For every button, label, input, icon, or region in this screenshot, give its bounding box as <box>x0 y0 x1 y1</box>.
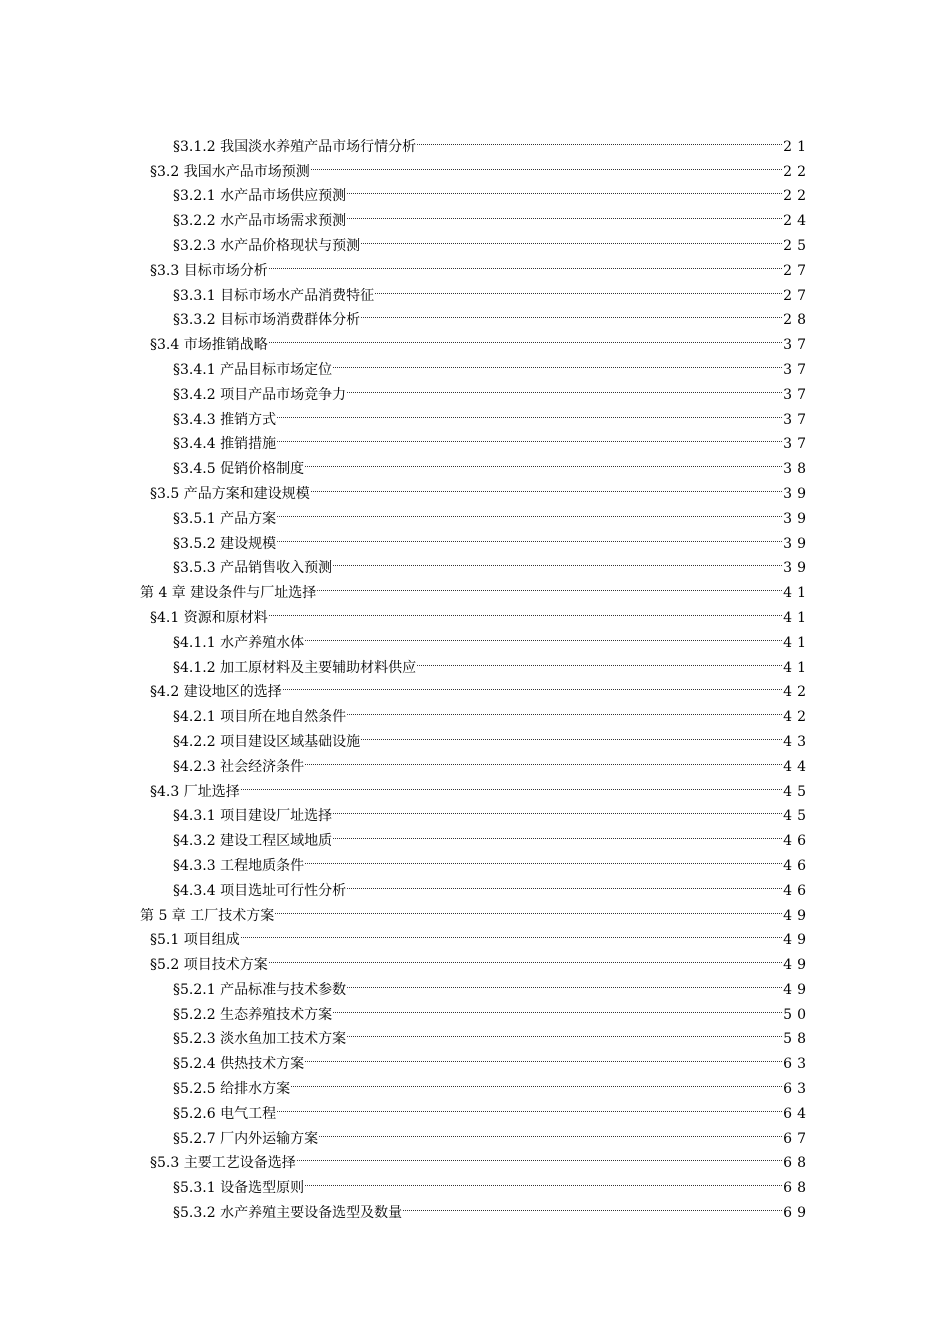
toc-entry[interactable] <box>140 944 811 974</box>
toc-entry-title: §4.1 资源和原材料 <box>150 609 268 626</box>
toc-entry-title: 第 5 章 工厂技术方案 <box>140 907 275 924</box>
toc-entry-title: §3.2.3 水产品价格现状与预测 <box>173 237 361 254</box>
toc-entry-page-number: 63 <box>783 1081 811 1098</box>
toc-entry-title: §5.2.4 供热技术方案 <box>173 1056 305 1073</box>
toc-dot-leader <box>277 523 782 548</box>
toc-entry-title: §4.3.1 项目建设厂址选择 <box>173 808 333 825</box>
toc-entry-page-number: 37 <box>783 361 811 378</box>
toc-entry-title: §4.3 厂址选择 <box>150 783 240 800</box>
toc-dot-leader <box>291 1068 782 1093</box>
toc-entry-page-number: 42 <box>783 709 811 726</box>
toc-dot-leader <box>241 771 782 796</box>
toc-entry-title: §5.2.1 产品标准与技术参数 <box>173 981 347 998</box>
toc-entry-title: §4.1.2 加工原材料及主要辅助材料供应 <box>173 659 417 676</box>
toc-entry-page-number: 41 <box>783 585 811 602</box>
toc-entry-title: §4.2.3 社会经济条件 <box>173 758 305 775</box>
toc-entry-page-number: 39 <box>783 510 811 527</box>
toc-dot-leader <box>305 1043 782 1068</box>
toc-dot-leader <box>375 275 782 300</box>
toc-entry-page-number: 21 <box>783 138 811 155</box>
toc-dot-leader <box>347 374 782 399</box>
toc-entry-page-number: 50 <box>783 1006 811 1023</box>
toc-entry-title: §3.4 市场推销战略 <box>150 337 268 354</box>
toc-entry-title: §5.2.7 厂内外运输方案 <box>173 1130 319 1147</box>
table-of-contents <box>140 126 811 1222</box>
toc-entry-title: §3.5.3 产品销售收入预测 <box>173 560 333 577</box>
toc-entry-page-number: 37 <box>783 436 811 453</box>
toc-entry-page-number: 43 <box>783 733 811 750</box>
toc-dot-leader <box>347 200 782 225</box>
toc-entry-page-number: 45 <box>783 808 811 825</box>
toc-entry-page-number: 37 <box>783 411 811 428</box>
toc-entry-title: §3.3.2 目标市场消费群体分析 <box>173 312 361 329</box>
toc-dot-leader <box>347 696 782 721</box>
toc-dot-leader <box>417 647 782 672</box>
toc-dot-leader <box>305 746 782 771</box>
toc-dot-leader <box>277 424 782 449</box>
toc-entry-page-number: 22 <box>783 188 811 205</box>
toc-entry-page-number: 46 <box>783 857 811 874</box>
toc-dot-leader <box>277 498 782 523</box>
toc-entry-title: §4.1.1 水产养殖水体 <box>173 634 305 651</box>
toc-entry-title: §5.2.5 给排水方案 <box>173 1081 291 1098</box>
toc-entry-page-number: 69 <box>783 1205 811 1222</box>
toc-entry-page-number: 49 <box>783 981 811 998</box>
toc-entry-title: §3.5.1 产品方案 <box>173 510 277 527</box>
toc-dot-leader <box>305 448 782 473</box>
toc-entry-page-number: 38 <box>783 461 811 478</box>
toc-entry-title: §5.2.2 生态养殖技术方案 <box>173 1006 333 1023</box>
toc-entry-page-number: 42 <box>783 684 811 701</box>
toc-entry-page-number: 49 <box>783 907 811 924</box>
toc-entry-page-number: 37 <box>783 386 811 403</box>
toc-entry-page-number: 58 <box>783 1031 811 1048</box>
toc-dot-leader <box>305 622 782 647</box>
toc-entry-title: 第 4 章 建设条件与厂址选择 <box>140 585 317 602</box>
toc-entry-title: §3.2.1 水产品市场供应预测 <box>173 188 347 205</box>
toc-entry-page-number: 24 <box>783 213 811 230</box>
toc-dot-leader <box>333 548 782 573</box>
toc-entry-title: §3.2 我国水产品市场预测 <box>150 163 310 180</box>
toc-entry-title: §3.4.5 促销价格制度 <box>173 461 305 478</box>
toc-dot-leader <box>269 597 782 622</box>
toc-entry-page-number: 46 <box>783 833 811 850</box>
toc-entry-page-number: 41 <box>783 659 811 676</box>
toc-entry-page-number: 68 <box>783 1155 811 1172</box>
toc-dot-leader <box>361 721 782 746</box>
toc-entry-page-number: 49 <box>783 932 811 949</box>
toc-entry-title: §3.5.2 建设规模 <box>173 535 277 552</box>
toc-entry-page-number: 39 <box>783 535 811 552</box>
toc-entry-page-number: 46 <box>783 882 811 899</box>
toc-dot-leader <box>319 1118 782 1143</box>
toc-entry-page-number: 45 <box>783 783 811 800</box>
toc-entry-title: §4.2.2 项目建设区域基础设施 <box>173 733 361 750</box>
toc-dot-leader <box>403 1192 782 1217</box>
toc-dot-leader <box>347 176 782 201</box>
toc-dot-leader <box>361 225 782 250</box>
toc-entry-title: §4.2.1 项目所在地自然条件 <box>173 709 347 726</box>
toc-entry-title: §5.2.6 电气工程 <box>173 1105 277 1122</box>
toc-entry-title: §5.3.2 水产养殖主要设备选型及数量 <box>173 1205 403 1222</box>
toc-entry[interactable] <box>140 126 811 155</box>
toc-dot-leader <box>269 250 782 275</box>
toc-dot-leader <box>333 796 782 821</box>
toc-dot-leader <box>311 473 782 498</box>
toc-entry-title: §3.1.2 我国淡水养殖产品市场行情分析 <box>173 138 417 155</box>
toc-entry-page-number: 44 <box>783 758 811 775</box>
toc-dot-leader <box>269 944 782 969</box>
toc-entry-title: §3.4.2 项目产品市场竞争力 <box>173 386 347 403</box>
toc-entry-page-number: 39 <box>783 560 811 577</box>
toc-entry-page-number: 67 <box>783 1130 811 1147</box>
toc-entry-title: §3.4.3 推销方式 <box>173 411 277 428</box>
toc-dot-leader <box>317 572 782 597</box>
toc-entry-title: §3.3.1 目标市场水产品消费特征 <box>173 287 375 304</box>
toc-entry-title: §3.2.2 水产品市场需求预测 <box>173 213 347 230</box>
toc-entry-page-number: 27 <box>783 287 811 304</box>
toc-entry-page-number: 25 <box>783 237 811 254</box>
toc-entry-page-number: 64 <box>783 1105 811 1122</box>
toc-entry[interactable] <box>140 920 811 949</box>
toc-entry-page-number: 39 <box>783 485 811 502</box>
toc-entry[interactable] <box>140 771 811 800</box>
toc-entry-page-number: 41 <box>783 609 811 626</box>
toc-dot-leader <box>283 672 782 697</box>
toc-entry-page-number: 63 <box>783 1056 811 1073</box>
toc-dot-leader <box>297 1143 782 1168</box>
toc-entry-title: §3.4.4 推销措施 <box>173 436 277 453</box>
toc-entry-title: §4.3.3 工程地质条件 <box>173 857 305 874</box>
toc-entry-title: §3.3 目标市场分析 <box>150 262 268 279</box>
toc-entry-title: §5.1 项目组成 <box>150 932 240 949</box>
toc-entry-page-number: 49 <box>783 957 811 974</box>
toc-entry-page-number: 37 <box>783 337 811 354</box>
toc-dot-leader <box>277 1093 782 1118</box>
toc-entry-title: §4.2 建设地区的选择 <box>150 684 282 701</box>
toc-entry-page-number: 27 <box>783 262 811 279</box>
toc-dot-leader <box>333 994 782 1019</box>
toc-dot-leader <box>311 151 782 176</box>
toc-entry-title: §3.5 产品方案和建设规模 <box>150 485 310 502</box>
toc-entry-title: §5.3 主要工艺设备选择 <box>150 1155 296 1172</box>
toc-entry-title: §4.3.4 项目选址可行性分析 <box>173 882 347 899</box>
toc-dot-leader <box>333 349 782 374</box>
toc-dot-leader <box>277 399 782 424</box>
toc-entry-page-number: 28 <box>783 312 811 329</box>
toc-dot-leader <box>333 820 782 845</box>
toc-entry-title: §5.2 项目技术方案 <box>150 957 268 974</box>
toc-dot-leader <box>305 1167 782 1192</box>
toc-dot-leader <box>347 1019 782 1044</box>
toc-entry-title: §4.3.2 建设工程区域地质 <box>173 833 333 850</box>
toc-dot-leader <box>305 845 782 870</box>
toc-dot-leader <box>275 895 782 920</box>
toc-dot-leader <box>269 324 782 349</box>
toc-entry-title: §5.3.1 设备选型原则 <box>173 1180 305 1197</box>
toc-dot-leader <box>361 300 782 325</box>
toc-entry-page-number: 41 <box>783 634 811 651</box>
toc-entry-page-number: 22 <box>783 163 811 180</box>
toc-dot-leader <box>241 920 782 945</box>
toc-entry-title: §5.2.3 淡水鱼加工技术方案 <box>173 1031 347 1048</box>
toc-entry-page-number: 68 <box>783 1180 811 1197</box>
toc-dot-leader <box>347 870 782 895</box>
toc-dot-leader <box>417 126 782 151</box>
toc-entry-title: §3.4.1 产品目标市场定位 <box>173 361 333 378</box>
toc-dot-leader <box>347 969 782 994</box>
